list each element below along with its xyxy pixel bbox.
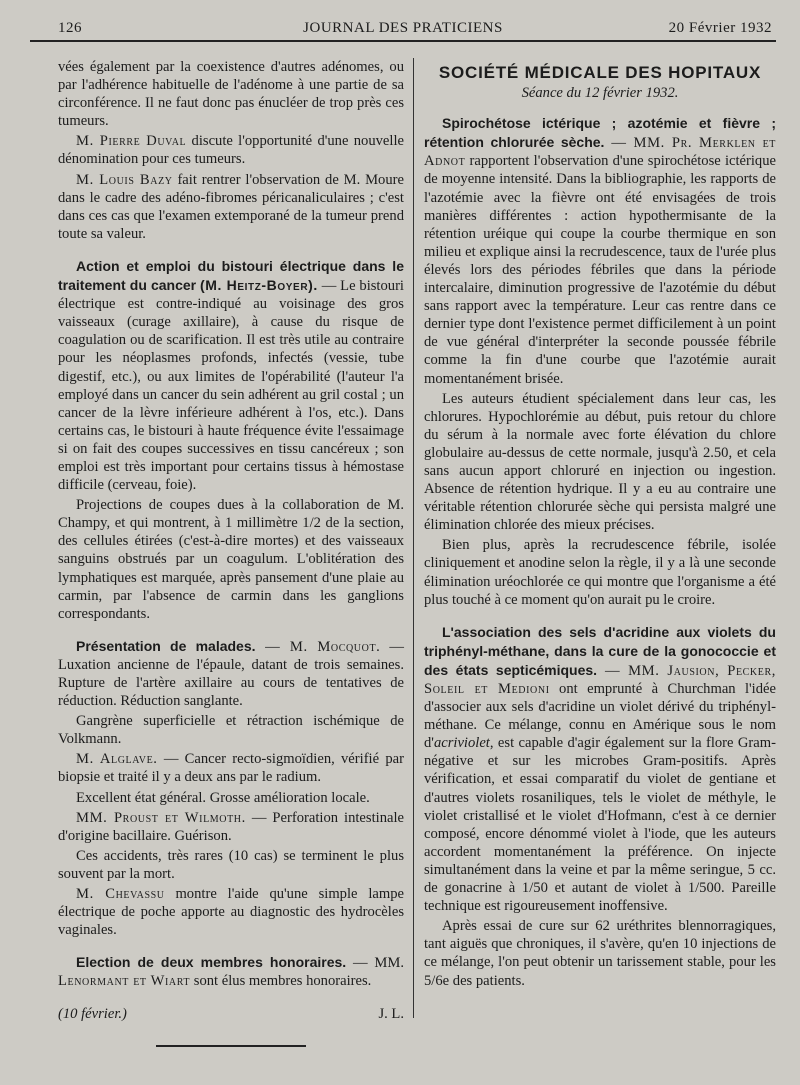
page-header xyxy=(30,18,776,42)
section-text: rapportent l'observation d'une spirochétose ictérique de moyenne intensité. Dans la bibliographie, les rapports de l'azotémie avec la fièvre ont été envisagées de trois manières différentes : action hypothermisante de la rétention uréique qui coupe la courbe thermique en son milieu et explique ainsi la recrudescence, taux de l'urée plus élevés lors des périodes fébriles que dans la période intercalaire, diminution progressive de l'azotémie du début sans rapport avec la température. Leur cas rentre dans ce dernier type dont l'existence permet difficilement à un point de vue général d'interpréter la seconde poussée fébrile comme la fin d'une courbe que l'azotémie aurait momentanément brisée. xyxy=(424,153,776,387)
issue-date: 20 Février 1932 xyxy=(668,20,772,36)
section-spirochetose xyxy=(424,114,776,387)
section-text: — MM. xyxy=(346,955,404,972)
author-name: Lenormant et Wiart xyxy=(58,973,191,990)
section-title: Action et emploi du bistouri électrique dans le traitement du cancer xyxy=(58,257,404,294)
paragraph-text: — Cancer recto-sigmoïdien, vérifié par biopsie et traité il y a deux ans par le radium. xyxy=(58,751,404,786)
section-text: — Le bistouri électrique est contre-indiqué au voisinage des gros vaisseaux (curage axillaire), à cause du risque de coagulation ou de scarification. Il est très utile au contraire pour les néoplasmes profonds, infectés (vessie, tube digestif, etc.), ou aux limites de l'opérabilité (l'auteur l'a employé dans un cancer du sein adhérent au gril costal ; un cancer de la lèvre inférieure adhérent à l'os, etc.). Dans certains cas, le bistouri à haute fréquence évite l'essaimage si on fait des coupes successives en tissu cancéreux ; son emploi est très important pour certains tissus à hémostase difficile (cerveau, foie). xyxy=(58,278,404,494)
section-title: Présentation de malades. xyxy=(76,637,256,654)
paragraph-bazy xyxy=(58,171,404,243)
paragraph-text: fait rentrer l'observation de M. Moure dans le cadre des adéno-fibromes péricanaliculaires ; c'est dans ces cas que l'examen extemporané de la tumeur prend toute sa valeur. xyxy=(58,171,404,242)
section-text: sont élus membres honoraires. xyxy=(190,973,372,990)
paragraph-chevassu xyxy=(58,885,404,939)
paragraph-continuation: vées également par la coexistence d'autres adénomes, ou par l'adhérence habituelle de l'adénome à une partie de sa circonférence. Il ne faut donc pas énucléer de trop près ces tumeurs. xyxy=(58,59,404,130)
paragraph-chlorures: Les auteurs étudient spécialement dans leur cas, les chlorures. Hypochlorémie au début, puis retour du chlore du sérum à la normale avec forte élévation du chlore globulaire au-dessus de cette normale, jusqu'à 2.50, et cela sans aucun apport chloruré en injection ou ingestion. Absence de rétention hydrique. Il y a eu au contraire une véritable rétention chlorurée sèche qui persista malgré une élimination chlorée des mieux précises. xyxy=(424,390,776,534)
section-malades xyxy=(58,637,404,710)
section-title: L'association des sels d'acridine aux violets du triphényl-méthane, dans la cure de la gonococcie et des états septicémiques. xyxy=(424,623,776,678)
section-bistouri xyxy=(58,257,404,494)
society-title: SOCIÉTÉ MÉDICALE DES HOPITAUX xyxy=(438,63,762,82)
section-text: — Luxation ancienne de l'épaule, datant de trois semaines. Rupture de l'artère axillaire au cours de tentatives de réduction. Réduction sanglante. xyxy=(58,638,405,710)
paragraph-recrudescence: Bien plus, après la recrudescence fébrile, isolée cliniquement et anodine selon la règle, il y a là une seconde élimination uréochlorée ce qui montre que l'organisme a été plus touché à ce moment qu'on aurait pu le croire. xyxy=(424,537,776,608)
paragraph-projections: Projections de coupes dues à la collaboration de M. Champy, et qui montrent, à 1 millimètre 1/2 de la section, des cellules étirées (c'est-à-dire mortes) et des vaisseaux sanguins obstrués par un coagulum. L'oblitération des lymphatiques est marquée, après pansement d'une plaie au carmin, par l'absence de carmin dans les ganglions correspondants. xyxy=(58,497,404,622)
section-election xyxy=(58,953,404,990)
paragraph-text: — Perforation intestinale d'origine bacillaire. Guérison. xyxy=(58,809,405,844)
left-column xyxy=(58,58,404,1047)
end-rule xyxy=(156,1045,306,1047)
section-authors: — MM. Jausion, Pecker, Soleil et Medioni xyxy=(424,662,776,697)
paragraph-etat: Excellent état général. Grosse amélioration locale. xyxy=(76,789,370,806)
paragraph-alglave xyxy=(58,750,404,786)
seance-date: Séance du 12 février 1932. xyxy=(521,85,679,102)
signature-line xyxy=(58,1005,404,1023)
section-author: — M. Mocquot. xyxy=(255,638,381,655)
journal-title: JOURNAL DES PRATICIENS xyxy=(303,20,503,36)
section-title: Election de deux membres honoraires. xyxy=(76,954,347,971)
column-divider xyxy=(413,58,414,1018)
paragraph-proust xyxy=(58,809,404,845)
page-number: 126 xyxy=(58,20,82,36)
paragraph-gangrene: Gangrène superficielle et rétraction ischémique de Volkmann. xyxy=(58,713,404,748)
author-name: M. Chevassu xyxy=(76,886,165,903)
section-title: Spirochétose ictérique ; azotémie et fièvre ; rétention chlorurée sèche. xyxy=(424,115,776,151)
paragraph-uretrites: Après essai de cure sur 62 uréthrites blennorragiques, tant aiguës que chroniques, il s'avère, qu'en 10 injections de ce mélange, l'on peut obtenir un tarissement stable, pour les 5/6e des patients. xyxy=(424,918,776,989)
section-text: ont emprunté à Churchman l'idée d'associer aux sels d'acridine un violet dérivé du triphényl-méthane. Ce mélange, connu en Amérique sous le nom d' xyxy=(424,681,776,752)
signature-initials: J. L. xyxy=(378,1005,404,1022)
signature-date: (10 février.) xyxy=(58,1005,127,1022)
author-name: M. Louis Bazy xyxy=(76,171,173,188)
paragraph-text: montre l'aide qu'une simple lampe électrique de poche apporte au diagnostic des hydrocèles vaginales. xyxy=(58,886,404,939)
paragraph-text: discute l'opportunité d'une nouvelle dénomination pour ces tumeurs. xyxy=(58,133,404,168)
author-name: M. Pierre Duval xyxy=(76,133,187,150)
author-name: M. Alglave. xyxy=(76,751,158,768)
paragraph-accidents: Ces accidents, très rares (10 cas) se terminent le plus souvent par la mort. xyxy=(58,847,404,882)
right-column xyxy=(424,64,776,992)
section-text: , est capable d'agir également sur la flore Gram-négative et sur les microbes Gram-positifs. Après vérification, et essai comparatif du violet de gentiane et d'autres violets rosaniliques, tels le violet de méthyle, le violet cristallisé et le violet d'Hofmann, c'est à ce dernier composé, encore dénommé violet à l'iode, que les auteurs accordent momentanément la préférence. On injecte simultanément dans la veine et par la même seringue, 5 cc. de gonacrine à 1/50 et autant de violet à 1/500. Pareille technique est rigoureusement inoffensive. xyxy=(424,735,776,915)
italic-term: acriviolet xyxy=(433,735,490,752)
paragraph-duval xyxy=(58,132,404,168)
section-authors: — MM. Pr. Merklen et Adnot xyxy=(424,135,776,170)
section-author: (M. Heitz-Boyer). xyxy=(199,277,318,294)
section-acridine xyxy=(424,623,776,916)
author-name: MM. Proust et Wilmoth. xyxy=(76,809,246,826)
